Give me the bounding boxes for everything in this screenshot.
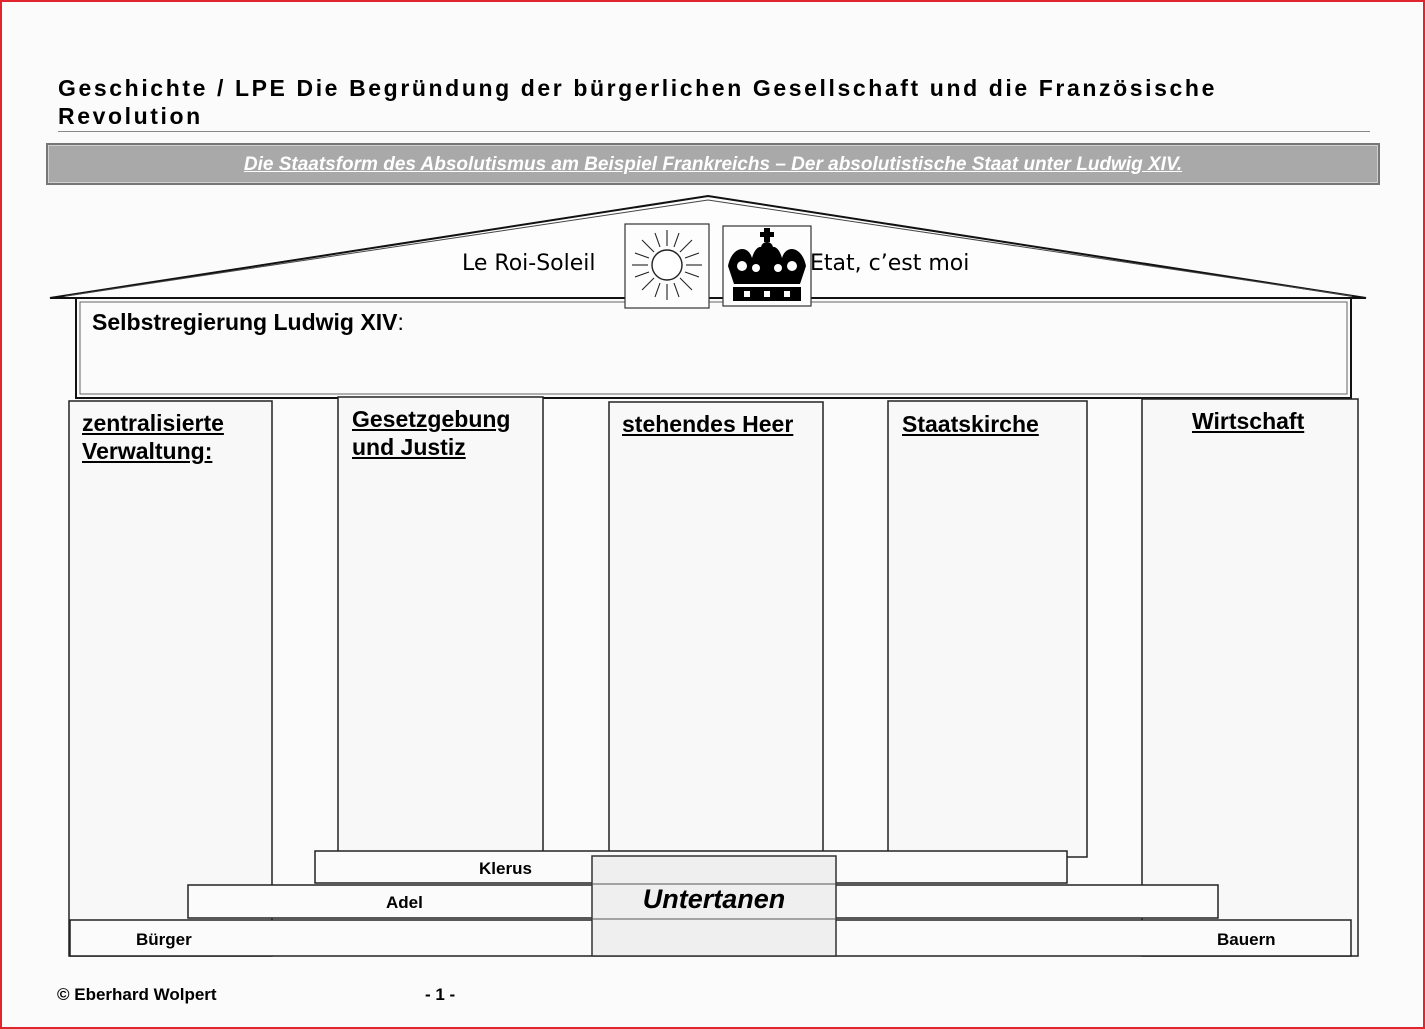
pillar-title-line: und Justiz — [352, 434, 466, 460]
pillar-title-heer — [622, 410, 793, 438]
motto-roi-soleil: Le Roi-Soleil — [462, 251, 596, 276]
pillar-title-line: zentralisierte — [82, 410, 224, 436]
pillar-title-line: Staatskirche — [902, 411, 1039, 437]
architrave-heading — [92, 309, 404, 336]
pillar-title-verwaltung — [82, 409, 224, 465]
sun-icon — [625, 224, 709, 308]
footer-page-number: - 1 - — [425, 985, 456, 1004]
pillar-title-wirtschaft — [1192, 407, 1304, 435]
step-label-klerus: Klerus — [479, 859, 532, 878]
banner-text: Die Staatsform des Absolutismus am Beispiel Frankreichs – Der absolutistische Staat unter Ludwig XIV. — [243, 154, 1183, 175]
step-label-bauern: Bauern — [1217, 930, 1276, 949]
pillar-title-gesetzgebung — [352, 405, 510, 461]
step-label-adel: Adel — [386, 893, 423, 912]
pillar-title-line: Gesetzgebung — [352, 406, 511, 432]
pillar-heer — [609, 402, 823, 857]
architrave-colon: : — [397, 309, 404, 335]
pillar-verwaltung — [69, 401, 272, 956]
document-title: Geschichte / LPE Die Begründung der bürgerlichen Gesellschaft und die Französische Revolution — [58, 75, 1217, 129]
pillar-title-line: Verwaltung: — [82, 438, 213, 464]
pillar-staatskirche — [888, 401, 1087, 857]
pillar-gesetzgebung — [338, 397, 543, 857]
architrave-label: Selbstregierung Ludwig XIV — [92, 309, 398, 335]
crown-icon — [723, 226, 811, 306]
untertanen-label: Untertanen — [642, 884, 786, 914]
footer-author: © Eberhard Wolpert — [57, 985, 217, 1004]
pillar-title-staatskirche — [902, 410, 1039, 438]
pillar-title-line: Wirtschaft — [1192, 408, 1305, 434]
motto-etat-cest-moi: Etat, c’est moi — [810, 251, 970, 276]
step-label-buerger: Bürger — [136, 930, 192, 949]
pillar-wirtschaft — [1142, 399, 1358, 956]
pillar-title-line: stehendes Heer — [622, 411, 794, 437]
